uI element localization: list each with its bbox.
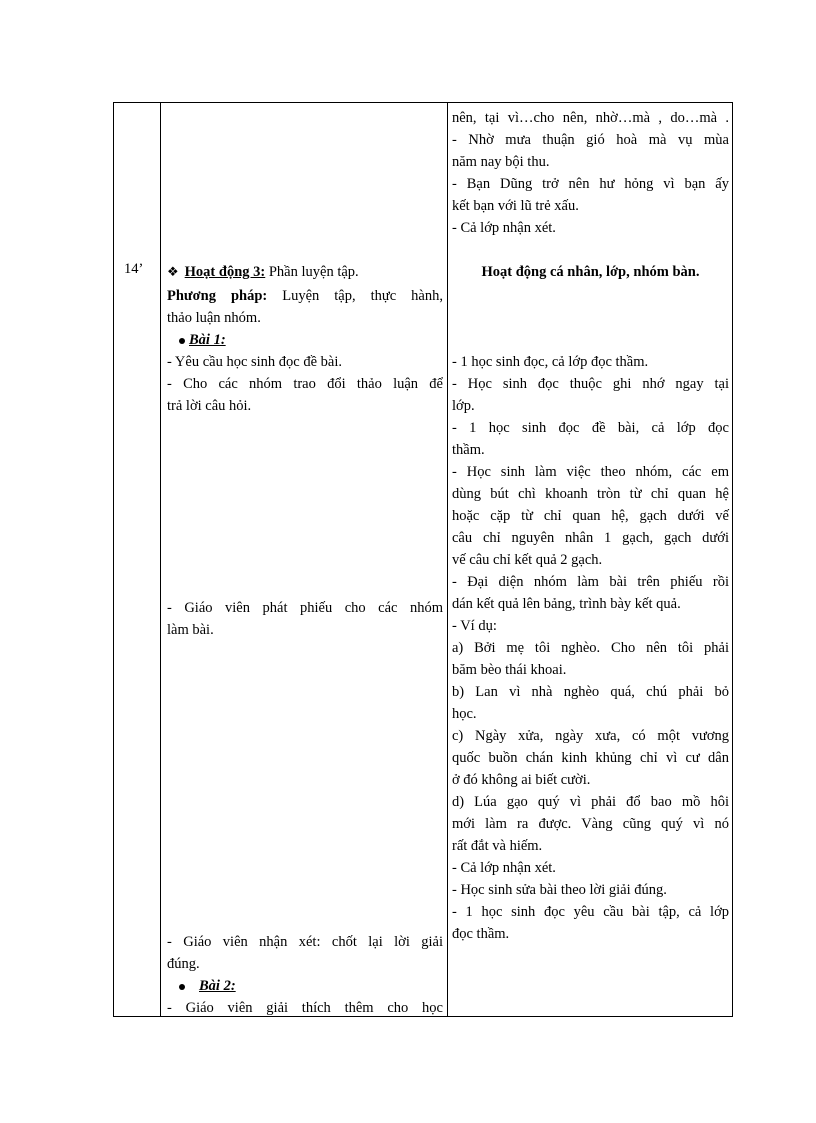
student-text: - Học sinh đọc thuộc ghi nhớ ngay tại (452, 376, 729, 392)
student-text: nên, tại vì…cho nên, nhờ…mà , do…mà . (452, 110, 729, 126)
teacher-step-cont: đúng. (167, 956, 200, 972)
student-text: dán kết quả lên bảng, trình bày kết quả. (452, 596, 681, 612)
student-text: - Ví dụ: (452, 618, 497, 634)
example-a: a) Bởi mẹ tôi nghèo. Cho nên tôi phải (452, 640, 729, 656)
student-text: - Học sinh sửa bài theo lời giải đúng. (452, 882, 667, 898)
example-c-cont: ở đó không ai biết cười. (452, 772, 591, 788)
exercise-1-heading (179, 329, 443, 351)
example-a-cont: băm bèo thái khoai. (452, 662, 567, 678)
student-text: lớp. (452, 398, 475, 414)
student-text: dùng bút chì khoanh tròn từ chỉ quan hệ (452, 486, 729, 502)
example-c-cont: quốc buồn chán kinh khủng chỉ vì cư dân (452, 750, 729, 766)
method-text-cont: thảo luận nhóm. (167, 310, 261, 326)
student-text: đọc thầm. (452, 926, 510, 942)
example-b: b) Lan vì nhà nghèo quá, chú phải bỏ (452, 684, 729, 700)
student-text: năm nay bội thu. (452, 154, 550, 170)
diamond-bullet-icon: ❖ (167, 264, 179, 279)
time-column (114, 103, 160, 1016)
exercise-2-label: Bài 2: (199, 978, 236, 994)
exercise-1-label: Bài 1: (189, 332, 226, 348)
method-label: Phương pháp: (167, 288, 268, 304)
student-text: - 1 học sinh đọc yêu cầu bài tập, cả lớp (452, 904, 729, 920)
student-text: thầm. (452, 442, 485, 458)
student-text: - Cả lớp nhận xét. (452, 860, 556, 876)
student-text: - Học sinh làm việc theo nhóm, các em (452, 464, 729, 480)
teacher-step: - Yêu cầu học sinh đọc đề bài. (167, 354, 343, 370)
student-text: vế câu chỉ kết quả 2 gạch. (452, 552, 603, 568)
example-d: d) Lúa gạo quý vì phải đổ bao mồ hôi (452, 794, 729, 810)
teacher-column (161, 103, 447, 1016)
student-text: - Bạn Dũng trở nên hư hỏng vì bạn ấy (452, 176, 729, 192)
student-text: - 1 học sinh đọc đề bài, cả lớp đọc (452, 420, 729, 436)
student-activity-heading: Hoạt động cá nhân, lớp, nhóm bàn. (481, 264, 700, 280)
teacher-step-cont: làm bài. (167, 622, 214, 638)
example-d-cont: mới làm ra được. Vàng cũng quý vì nó (452, 816, 729, 832)
teacher-step-cont: trả lời câu hỏi. (167, 398, 252, 414)
bullet-icon (179, 338, 185, 344)
student-text: kết bạn với lũ trẻ xấu. (452, 198, 579, 214)
method-text: Luyện tập, thực hành, (267, 288, 443, 304)
activity-heading (167, 261, 443, 283)
student-text: - Nhờ mưa thuận gió hoà mà vụ mùa (452, 132, 729, 148)
time-label: 14’ (124, 261, 144, 277)
method-line (167, 285, 443, 307)
example-b-cont: học. (452, 706, 477, 722)
student-text: - Cả lớp nhận xét. (452, 220, 556, 236)
lesson-table (113, 102, 733, 1017)
teacher-step: - Giáo viên giải thích thêm cho học (167, 1000, 443, 1016)
example-d-cont: rất đắt và hiếm. (452, 838, 543, 854)
student-column (448, 103, 734, 1016)
exercise-2-heading (179, 975, 443, 997)
activity-name: Phần luyện tập. (265, 264, 359, 280)
teacher-step: - Giáo viên phát phiếu cho các nhóm (167, 600, 443, 616)
student-text: - 1 học sinh đọc, cả lớp đọc thầm. (452, 354, 649, 370)
student-text: câu chỉ nguyên nhân 1 gạch, gạch dưới (452, 530, 729, 546)
teacher-step: - Giáo viên nhận xét: chốt lại lời giải (167, 934, 443, 950)
example-c: c) Ngày xửa, ngày xưa, có một vương (452, 728, 729, 744)
student-text: - Đại diện nhóm làm bài trên phiếu rồi (452, 574, 729, 590)
bullet-icon (179, 984, 185, 990)
student-text: hoặc cặp từ chỉ quan hệ, gạch dưới vế (452, 508, 729, 524)
activity-title: Hoạt động 3: (184, 264, 266, 280)
teacher-step: - Cho các nhóm trao đổi thảo luận để (167, 376, 443, 392)
